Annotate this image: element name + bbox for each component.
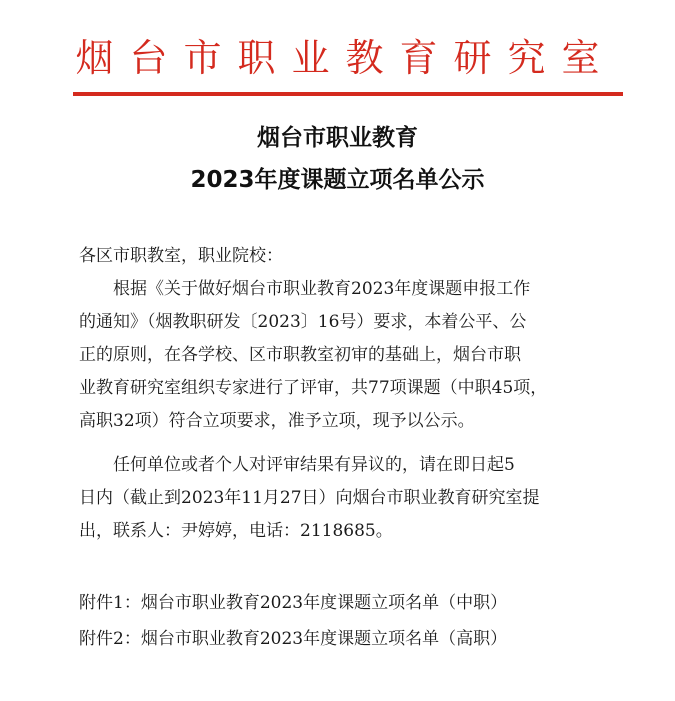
paragraph-1-line: 正的原则，在各学校、区市职教室初审的基础上，烟台市职: [79, 345, 521, 365]
paragraph-2-line: 出，联系人：尹婷婷，电话：2118685。: [79, 521, 393, 541]
paragraph-2-line: 任何单位或者个人对评审结果有异议的，请在即日起5: [79, 455, 515, 475]
paragraph-1-line: 业教育研究室组织专家进行了评审，共77项课题（中职45项，: [79, 378, 548, 398]
paragraph-1-line: 根据《关于做好烟台市职业教育2023年度课题申报工作: [79, 279, 531, 299]
attachment-1: 附件1：烟台市职业教育2023年度课题立项名单（中职）: [79, 593, 508, 613]
letterhead-red-rule: [73, 92, 623, 96]
paragraph-1-line: 高职32项）符合立项要求，准予立项，现予以公示。: [79, 411, 475, 431]
document-title-line-2: 2023年度课题立项名单公示: [190, 167, 485, 193]
salutation: 各区市职教室，职业院校：: [79, 246, 283, 266]
document-title-line-1: 烟台市职业教育: [257, 125, 418, 151]
letterhead-org-name: 烟台市职业教育研究室: [75, 36, 616, 80]
paragraph-2-line: 日内（截止到2023年11月27日）向烟台市职业教育研究室提: [79, 488, 540, 508]
attachment-2: 附件2：烟台市职业教育2023年度课题立项名单（高职）: [79, 629, 508, 649]
paragraph-1-line: 的通知》（烟教职研发〔2023〕16号）要求，本着公平、公: [79, 312, 527, 332]
